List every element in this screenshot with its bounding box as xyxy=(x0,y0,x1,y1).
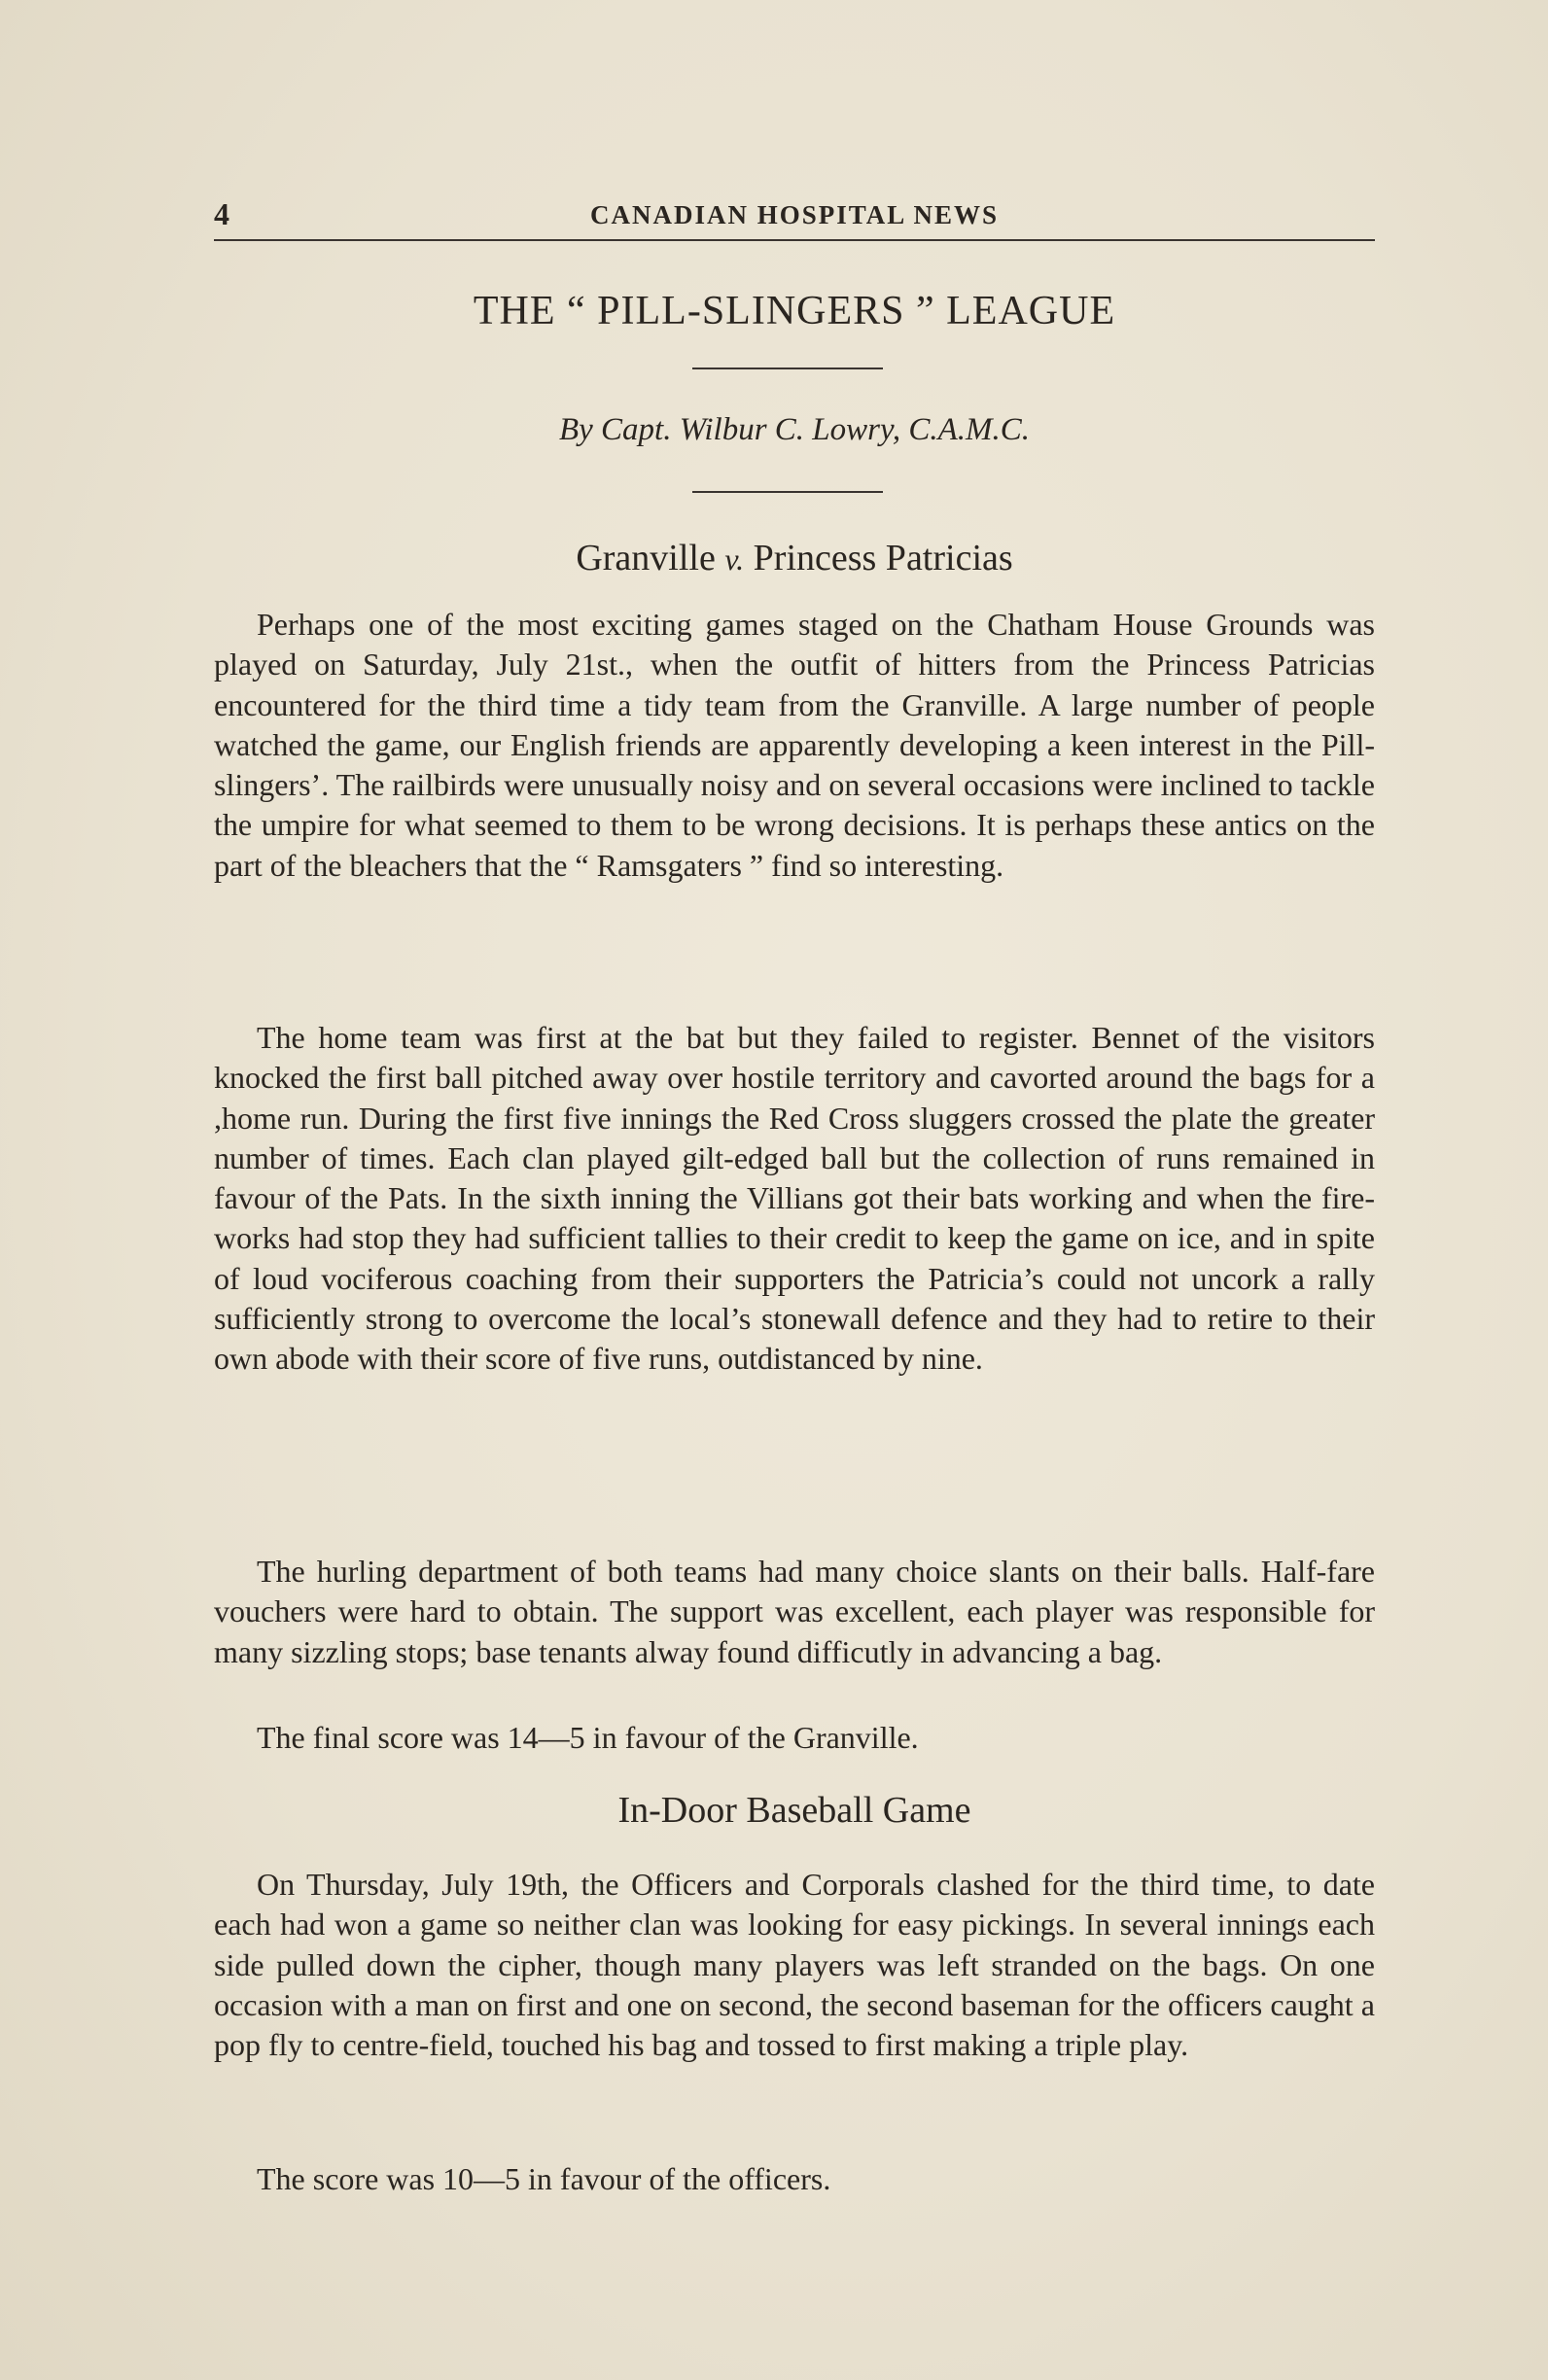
paragraph: The hurling department of both teams had many choice slants on their balls. Half-fare vouchers were hard to obtain. The support was excellent, each player was responsible for many sizzling stops; base tenants alway found difficutly in advancing a bag. xyxy=(214,1554,1375,1669)
paragraph: The home team was first at the bat but they failed to register. Bennet of the visitors knocked the first ball pitched away over hostile territory and cavorted around the bags for a ,home run. During the first five innings the Red Cross sluggers crossed the plate the greater number of times. Each clan played gilt-edged ball but the collection of runs remained in favour of the Pats. In the sixth inning the Villians got their bats working and when the fire-works had stop they had sufficient tallies to their credit to keep the game on ice, and in spite of loud vociferous coaching from their supporters the Patricia’s could not uncork a rally sufficiently strong to overcome the local’s stonewall defence and they had to retire to their own abode with their score of five runs, outdistanced by nine. xyxy=(214,1020,1375,1377)
section-heading-indoor-baseball: In-Door Baseball Game xyxy=(617,1790,971,1831)
heading-team-left: Granville xyxy=(576,538,716,578)
final-score-paragraph: The score was 10—5 in favour of the officers. xyxy=(257,2161,831,2196)
paragraph: On Thursday, July 19th, the Officers and Corporals clashed for the third time, to date each had won a game so neither clan was looking for easy pickings. In several innings each side pulled down the cipher, though many players was left stranded on the bags. On one occasion with a man on first and one on second, the second baseman for the officers caught a pop fly to centre-field, touched his bag and tossed to first making a triple play. xyxy=(214,1867,1375,2063)
heading-team-right: Princess Patricias xyxy=(753,538,1013,578)
article-title: THE “ PILL-SLINGERS ” LEAGUE xyxy=(473,289,1116,333)
heading-versus: v. xyxy=(724,542,745,577)
paragraph: Perhaps one of the most exciting games staged on the Chatham House Grounds was played on Saturday, July 21st., when the outfit of hitters from the Princess Patricias encountered for the third time a tidy team from the Granville. A large number of people watched the game, our English friends are apparently developing a keen interest in the Pill-slingers’. The railbirds were unusually noisy and on several occasions were inclined to tackle the umpire for what seemed to them to be wrong decisions. It is perhaps these antics on the part of the bleachers that the “ Ramsgaters ” find so interesting. xyxy=(214,607,1375,883)
running-head: CANADIAN HOSPITAL NEWS xyxy=(589,200,1000,229)
title-divider xyxy=(692,368,883,369)
section-heading-granville-v-patricias xyxy=(214,537,1375,579)
byline-divider xyxy=(692,491,883,493)
header-rule xyxy=(214,239,1375,241)
byline: By Capt. Wilbur C. Lowry, C.A.M.C. xyxy=(558,412,1031,447)
page-number: 4 xyxy=(214,196,229,231)
page-header xyxy=(214,194,1375,241)
final-score-paragraph: The final score was 14—5 in favour of the Granville. xyxy=(257,1720,919,1755)
